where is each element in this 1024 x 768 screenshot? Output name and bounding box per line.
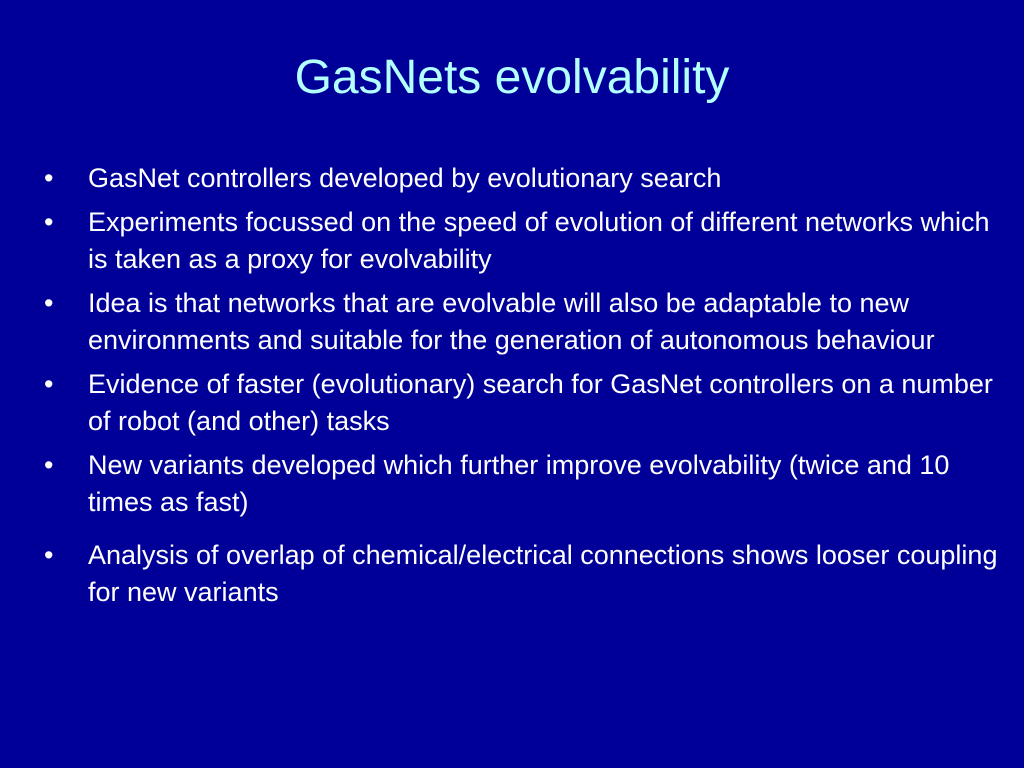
bullet-item: [44, 285, 1014, 359]
bullet-dot: •: [44, 540, 54, 570]
bullet-text: GasNet controllers developed by evolutionary search: [88, 163, 722, 193]
bullet-dot: •: [44, 163, 54, 193]
bullet-dot: •: [44, 450, 54, 480]
bullet-dot: •: [44, 369, 54, 399]
bullet-text: New variants developed which further improve evolvability (twice and 10 times as fast): [88, 450, 950, 517]
slide-title: GasNets evolvability: [294, 51, 730, 104]
bullet-item: [44, 160, 1014, 197]
bullet-item: [44, 447, 1014, 521]
bullet-item: [44, 537, 1014, 611]
bullet-list: [44, 160, 1014, 618]
bullet-item: [44, 204, 1014, 278]
bullet-text: Idea is that networks that are evolvable will also be adaptable to new environments and suitable for the generation of autonomous behaviour: [88, 288, 935, 355]
bullet-text: Evidence of faster (evolutionary) search for GasNet controllers on a number of robot (and other) tasks: [88, 369, 993, 436]
bullet-text: Analysis of overlap of chemical/electrical connections shows looser coupling for new variants: [88, 540, 998, 607]
bullet-item: [44, 366, 1014, 440]
bullet-text: Experiments focussed on the speed of evolution of different networks which is taken as a proxy for evolvability: [88, 207, 990, 274]
bullet-dot: •: [44, 288, 54, 318]
bullet-dot: •: [44, 207, 54, 237]
